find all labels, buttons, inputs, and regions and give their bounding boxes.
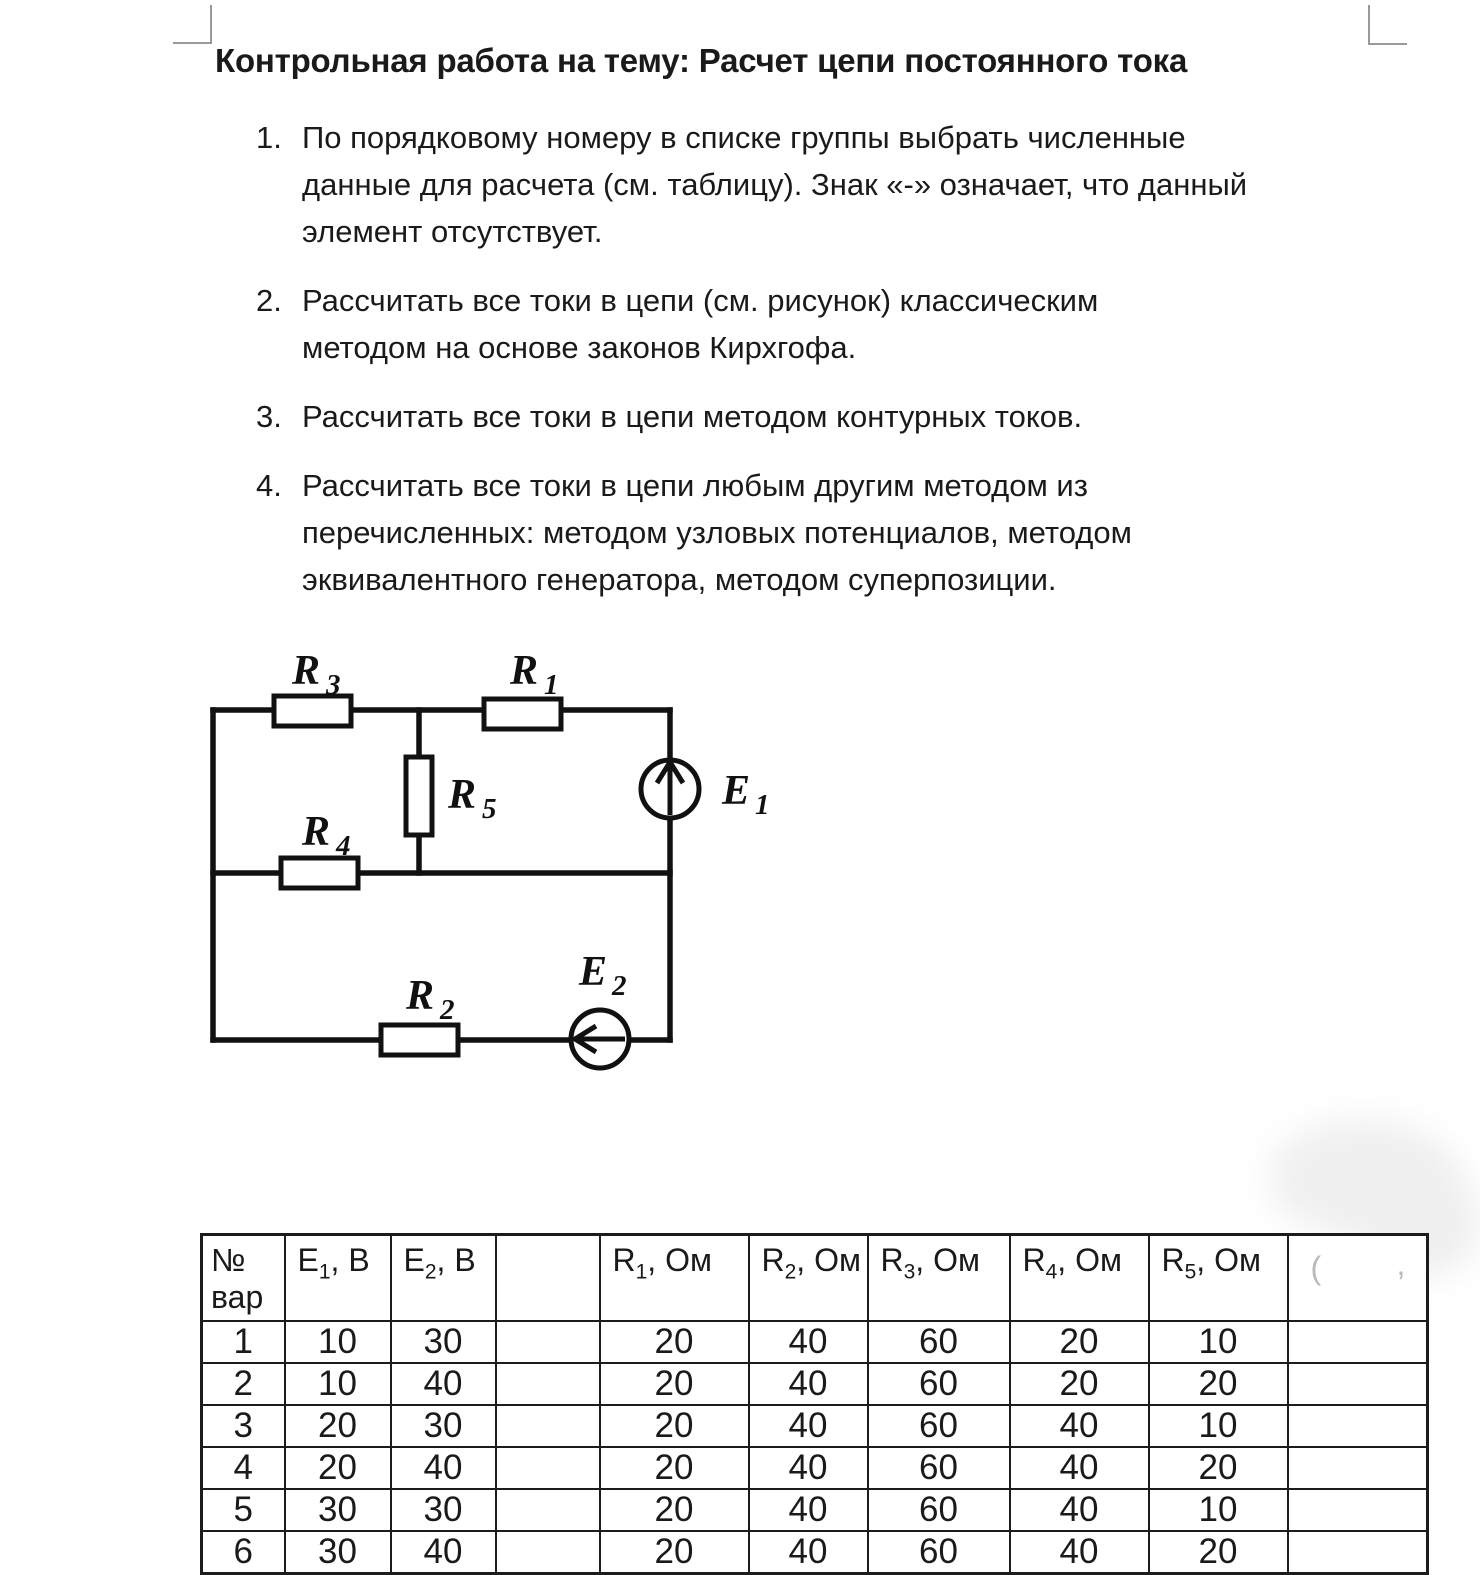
header-sub: 1 <box>635 1260 648 1284</box>
table-cell: 60 <box>868 1531 1010 1574</box>
table-row <box>202 1531 1428 1574</box>
table-cell: 20 <box>1149 1447 1288 1489</box>
label-e1: E <box>722 768 751 814</box>
header-sub: 1 <box>318 1260 331 1284</box>
table-cell: 40 <box>749 1489 868 1531</box>
table-cell: 20 <box>600 1489 749 1531</box>
table-cell: 10 <box>1149 1489 1288 1531</box>
table-cell: 40 <box>1010 1489 1149 1531</box>
resistor-r1 <box>484 699 561 729</box>
header-text: E <box>297 1242 319 1278</box>
header-unit: , Ом <box>915 1242 980 1278</box>
header-sub: 2 <box>784 1260 797 1284</box>
table-cell: 60 <box>868 1489 1010 1531</box>
label-r4: R <box>302 809 331 855</box>
table-row <box>202 1489 1428 1531</box>
table-cell <box>1288 1321 1428 1363</box>
table-row <box>202 1321 1428 1363</box>
crop-mark-top-right-icon <box>1368 5 1407 45</box>
table-cell <box>496 1489 600 1531</box>
header-r3 <box>868 1235 1010 1322</box>
table-cell: 40 <box>391 1363 496 1405</box>
header-unit: , Ом <box>1057 1242 1122 1278</box>
table-cell: 20 <box>285 1405 391 1447</box>
table-cell: 60 <box>868 1405 1010 1447</box>
table-cell: 10 <box>1149 1321 1288 1363</box>
header-unit: , Ом <box>1196 1242 1261 1278</box>
faint-mark: ( <box>1310 1250 1322 1286</box>
table-cell: 20 <box>1149 1363 1288 1405</box>
table-cell: 40 <box>391 1447 496 1489</box>
task-number: 2. <box>256 283 282 318</box>
label-r2-sub: 2 <box>440 994 455 1026</box>
table-cell: 20 <box>1010 1363 1149 1405</box>
table-header-row <box>202 1235 1428 1322</box>
task-item <box>256 462 1386 603</box>
header-text: R <box>1161 1242 1185 1278</box>
task-item <box>256 393 1386 440</box>
table-cell <box>496 1447 600 1489</box>
table-cell: 10 <box>285 1321 391 1363</box>
table-cell: 20 <box>1149 1531 1288 1574</box>
header-e1 <box>285 1235 391 1322</box>
table-cell: 60 <box>868 1447 1010 1489</box>
table-cell: 30 <box>285 1531 391 1574</box>
table-cell: 20 <box>600 1447 749 1489</box>
circuit-diagram <box>198 632 798 1102</box>
table-cell: 2 <box>202 1363 285 1405</box>
task-item <box>256 114 1386 255</box>
header-text: вар <box>211 1279 264 1315</box>
variants-table <box>200 1233 1429 1575</box>
table-cell: 40 <box>749 1531 868 1574</box>
header-unit: , В <box>436 1242 476 1278</box>
table-cell: 4 <box>202 1447 285 1489</box>
header-r5 <box>1149 1235 1288 1322</box>
table-cell: 30 <box>391 1321 496 1363</box>
header-text: R <box>761 1242 785 1278</box>
header-text: R <box>880 1242 904 1278</box>
table-cell: 30 <box>391 1489 496 1531</box>
faint-mark: , <box>1396 1246 1406 1282</box>
label-r5: R <box>448 772 477 818</box>
task-text: Рассчитать все токи в цепи (см. рисунок) классическим методом на основе законов Кирхгофа. <box>302 283 1099 365</box>
table-cell: 40 <box>391 1531 496 1574</box>
table-cell: 60 <box>868 1321 1010 1363</box>
table-cell: 20 <box>285 1447 391 1489</box>
table-cell: 20 <box>600 1531 749 1574</box>
table-cell: 10 <box>285 1363 391 1405</box>
table-cell <box>496 1405 600 1447</box>
table-cell: 40 <box>1010 1447 1149 1489</box>
header-sub: 4 <box>1045 1260 1058 1284</box>
table-cell: 40 <box>749 1405 868 1447</box>
header-last-blank <box>1288 1235 1428 1322</box>
table-cell: 3 <box>202 1405 285 1447</box>
header-e2 <box>391 1235 496 1322</box>
table-row <box>202 1447 1428 1489</box>
task-number: 3. <box>256 399 282 434</box>
label-e2-sub: 2 <box>612 970 627 1002</box>
table-cell <box>496 1363 600 1405</box>
page-title: Контрольная работа на тему: Расчет цепи постоянного тока <box>215 42 1188 79</box>
table-cell <box>1288 1363 1428 1405</box>
table-cell <box>1288 1531 1428 1574</box>
table-cell: 6 <box>202 1531 285 1574</box>
label-r1-sub: 1 <box>544 669 559 701</box>
label-r2: R <box>406 973 435 1019</box>
resistor-r5 <box>406 757 432 835</box>
header-r2 <box>749 1235 868 1322</box>
task-number: 4. <box>256 468 282 503</box>
table-cell: 20 <box>600 1363 749 1405</box>
table-cell: 20 <box>600 1321 749 1363</box>
table-cell: 5 <box>202 1489 285 1531</box>
header-variant-number <box>202 1235 285 1322</box>
table-cell <box>1288 1489 1428 1531</box>
table-cell: 20 <box>600 1405 749 1447</box>
header-sub: 2 <box>424 1260 437 1284</box>
table-cell: 40 <box>749 1363 868 1405</box>
label-e2: E <box>579 949 608 995</box>
task-item <box>256 277 1386 371</box>
header-sub: 5 <box>1184 1260 1197 1284</box>
table-row <box>202 1363 1428 1405</box>
crop-mark-top-left-icon <box>173 5 212 44</box>
table-cell: 1 <box>202 1321 285 1363</box>
header-unit: , В <box>330 1242 370 1278</box>
header-text: E <box>403 1242 425 1278</box>
task-number: 1. <box>256 120 282 155</box>
label-r3-sub: 3 <box>326 669 341 701</box>
header-text: R <box>1022 1242 1046 1278</box>
table-cell: 30 <box>285 1489 391 1531</box>
table-cell: 10 <box>1149 1405 1288 1447</box>
task-list <box>256 114 1386 625</box>
table-cell <box>1288 1447 1428 1489</box>
table-cell: 60 <box>868 1363 1010 1405</box>
header-r1 <box>600 1235 749 1322</box>
label-e1-sub: 1 <box>755 789 770 821</box>
header-blank <box>496 1235 600 1322</box>
table-cell <box>1288 1405 1428 1447</box>
header-text: R <box>612 1242 636 1278</box>
label-r5-sub: 5 <box>482 793 497 825</box>
table-row <box>202 1405 1428 1447</box>
table-cell: 40 <box>749 1447 868 1489</box>
header-text: № <box>211 1242 246 1278</box>
table-cell: 40 <box>1010 1531 1149 1574</box>
table-cell: 40 <box>749 1321 868 1363</box>
table-cell: 20 <box>1010 1321 1149 1363</box>
table-cell: 30 <box>391 1405 496 1447</box>
header-sub: 3 <box>903 1260 916 1284</box>
header-r4 <box>1010 1235 1149 1322</box>
table-cell <box>496 1321 600 1363</box>
task-text: По порядковому номеру в списке группы выбрать численные данные для расчета (см. таблицу). Знак «-» означает, что данный элемент отсутствует. <box>302 120 1248 249</box>
label-r1: R <box>510 648 539 694</box>
task-text: Рассчитать все токи в цепи методом контурных токов. <box>302 399 1083 434</box>
table-cell <box>496 1531 600 1574</box>
resistor-r2 <box>381 1025 458 1055</box>
resistor-r4 <box>281 858 358 888</box>
label-r3: R <box>292 648 321 694</box>
table-cell: 40 <box>1010 1405 1149 1447</box>
header-unit: , Ом <box>647 1242 712 1278</box>
header-unit: , Ом <box>796 1242 861 1278</box>
task-text: Рассчитать все токи в цепи любым другим методом из перечисленных: методом узловых потенциалов, методом эквивалентного генератора, методом суперпозиции. <box>302 468 1132 597</box>
label-r4-sub: 4 <box>336 830 351 862</box>
table-body <box>202 1321 1428 1574</box>
